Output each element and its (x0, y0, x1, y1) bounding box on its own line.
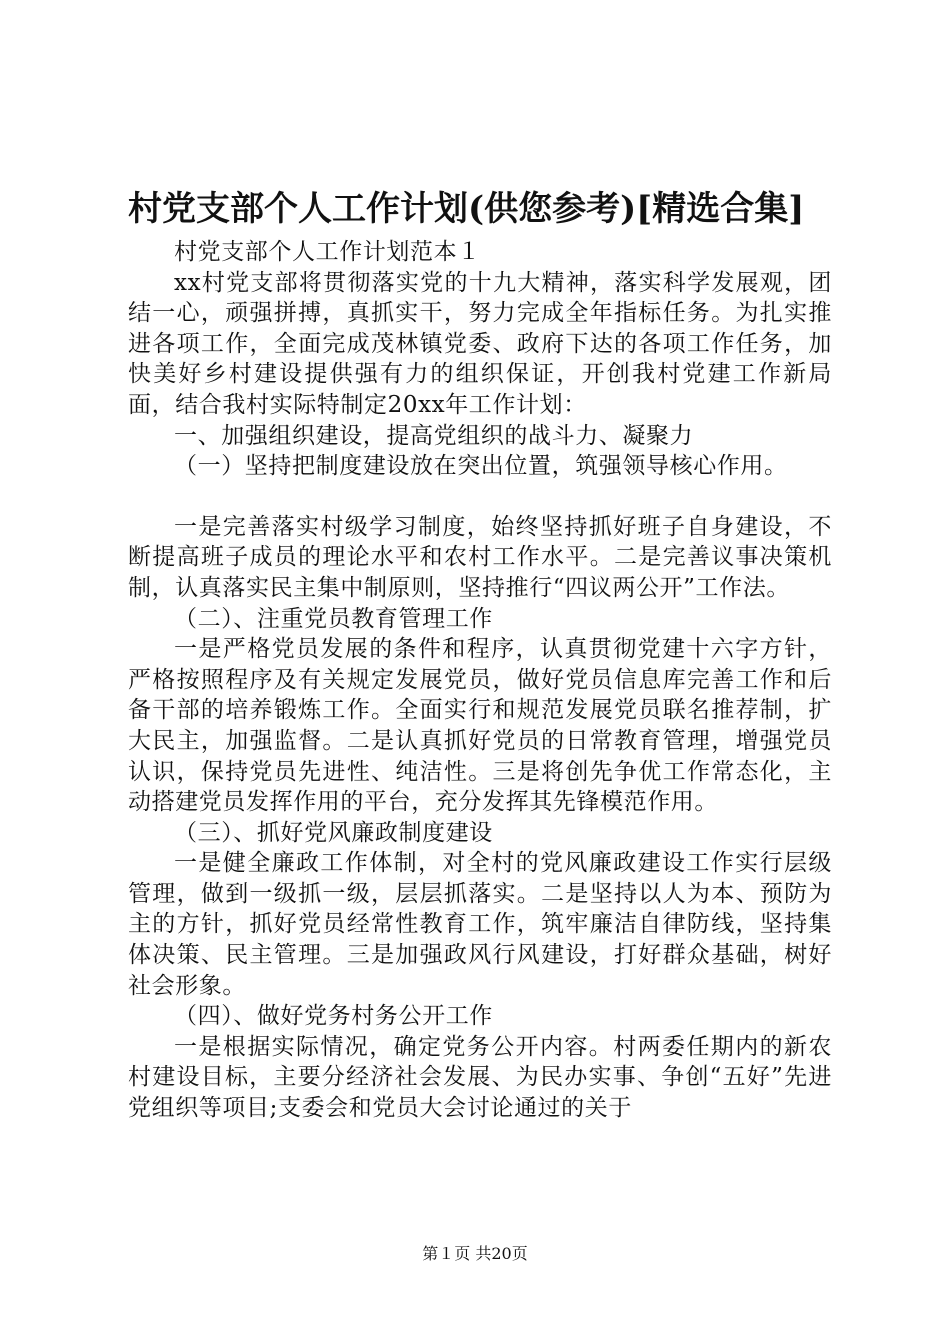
paragraph-disclosure: 一是根据实际情况，确定党务公开内容。村两委任期内的新农村建设目标，主要分经济社会发展、为民办实事、争创“五好”先进党组织等项目;支委会和党员大会讨论通过的关于 (128, 1033, 832, 1122)
subsection-heading-3: （三）、抓好党风廉政制度建设 (174, 819, 493, 846)
paragraph-intro: xx村党支部将贯彻落实党的十九大精神，落实科学发展观，团结一心，顽强拼搏，真抓实干，努力完成全年指标任务。为扎实推进各项工作，全面完成茂林镇党委、政府下达的各项工作任务，加快美好乡村建设提供强有力的组织保证，开创我村党建工作新局面，结合我村实际特制定20xx年工作计划： (128, 269, 832, 418)
subsection-heading-4: （四）、做好党务村务公开工作 (174, 1003, 493, 1030)
paragraph-member-education: 一是严格党员发展的条件和程序，认真贯彻党建十六字方针，严格按照程序及有关规定发展党员，做好党员信息库完善工作和后备干部的培养锻炼工作。全面实行和规范发展党员联名推荐制，扩大民主，加强监督。二是认真抓好党员的日常教育管理，增强党员认识，保持党员先进性、纯洁性。三是将创先争优工作常态化，主动搭建党员发挥作用的平台，充分发挥其先锋模范作用。 (128, 636, 832, 816)
paragraph-integrity: 一是健全廉政工作体制，对全村的党风廉政建设工作实行层级管理，做到一级抓一级，层层抓落实。二是坚持以人为本、预防为主的方针，抓好党员经常性教育工作，筑牢廉洁自律防线，坚持集体决策、民主管理。三是加强政风行风建设，打好群众基础，树好社会形象。 (128, 850, 832, 999)
section-heading-1: 一、加强组织建设，提高党组织的战斗力、凝聚力 (174, 422, 694, 449)
subsection-heading-2: （二）、注重党员教育管理工作 (174, 605, 493, 632)
document-title: 村党支部个人工作计划(供您参考)[精选合集] (128, 189, 805, 229)
page-footer: 第１页 共20页 (422, 1244, 528, 1263)
subsection-heading-1: （一）坚持把制度建设放在突出位置，筑强领导核心作用。 (174, 453, 788, 480)
paragraph-system-building: 一是完善落实村级学习制度，始终坚持抓好班子自身建设，不断提高班子成员的理论水平和农村工作水平。二是完善议事决策机制，认真落实民主集中制原则，坚持推行“四议两公开”工作法。 (128, 513, 832, 601)
paragraph-sample-heading: 村党支部个人工作计划范本１ (174, 239, 481, 265)
document-body (128, 237, 832, 1124)
